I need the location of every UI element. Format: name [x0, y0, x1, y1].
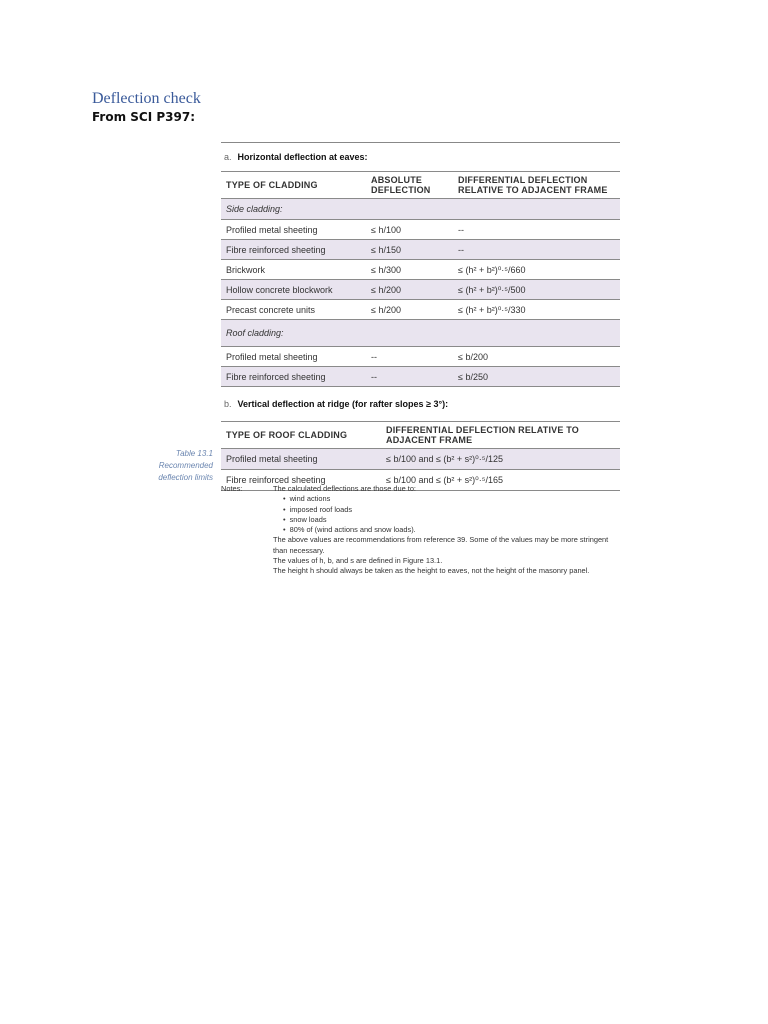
- notes-line: The above values are recommendations from reference 39. Some of the values may be more stringent than necessary.: [273, 535, 609, 555]
- table-row: [221, 449, 620, 470]
- notes-bullet-list: [273, 494, 620, 535]
- table-cell: ≤ b/200: [458, 351, 488, 362]
- column-header: DIFFERENTIAL DEFLECTION RELATIVE TO ADJACENT FRAME: [458, 175, 608, 195]
- table-row: [221, 347, 620, 367]
- table-cell: ≤ (h² + b²)⁰·⁵/660: [458, 264, 526, 275]
- table-row: [221, 300, 620, 320]
- table-cell: Profiled metal sheeting: [226, 351, 318, 362]
- table-cell: ≤ h/100: [371, 224, 401, 235]
- table-row: [221, 220, 620, 240]
- group-label: Side cladding:: [226, 204, 283, 214]
- section-a-title-text: Horizontal deflection at eaves:: [237, 152, 368, 162]
- table-cell: ≤ b/100 and ≤ (b² + s²)⁰·⁵/125: [386, 454, 504, 464]
- table-cell: Brickwork: [226, 264, 266, 275]
- table-row: [221, 240, 620, 260]
- section-b-title: [221, 387, 620, 421]
- section-a-letter: a.: [224, 152, 232, 162]
- table-cell: ≤ b/250: [458, 371, 488, 382]
- caption-number: Table 13.1: [175, 449, 213, 458]
- table-caption: [140, 448, 213, 484]
- list-item: • snow loads: [283, 515, 620, 525]
- column-header: ABSOLUTE DEFLECTION: [371, 175, 431, 195]
- table-group-row: [221, 199, 620, 220]
- table-cell: ≤ h/150: [371, 244, 401, 255]
- table-a-header: [221, 171, 620, 199]
- table-group-row: [221, 320, 620, 347]
- list-item: • wind actions: [283, 494, 620, 504]
- table-cell: ≤ h/300: [371, 264, 401, 275]
- table-cell: Fibre reinforced sheeting: [226, 371, 326, 382]
- page-heading: Deflection check: [92, 90, 201, 107]
- caption-text: Recommended: [158, 461, 213, 470]
- table-cell: --: [371, 351, 377, 362]
- table-cell: ≤ b/100 and ≤ (b² + s²)⁰·⁵/165: [386, 475, 504, 485]
- notes-line: The values of h, b, and s are defined in Figure 13.1.: [273, 556, 443, 566]
- notes-intro: The calculated deflections are those due to:: [273, 484, 416, 493]
- notes-line: The height h should always be taken as the height to eaves, not the height of the masonry panel.: [273, 566, 590, 576]
- notes-label: Notes:: [221, 484, 243, 493]
- group-label: Roof cladding:: [226, 328, 284, 338]
- table-cell: Profiled metal sheeting: [226, 454, 318, 464]
- table-row: [221, 367, 620, 387]
- list-item: • imposed roof loads: [283, 505, 620, 515]
- table-row: [221, 260, 620, 280]
- list-item: • 80% of (wind actions and snow loads).: [283, 525, 620, 535]
- section-b-letter: b.: [224, 399, 232, 409]
- section-b-title-text: Vertical deflection at ridge (for rafter slopes ≥ 3°):: [237, 399, 449, 409]
- column-header: TYPE OF ROOF CLADDING: [226, 430, 348, 440]
- table-b-header: [221, 421, 620, 449]
- table-cell: --: [371, 371, 377, 382]
- table-cell: Precast concrete units: [226, 304, 316, 315]
- column-header: DIFFERENTIAL DEFLECTION RELATIVE TO ADJACENT FRAME: [386, 425, 580, 445]
- table-cell: --: [458, 244, 464, 255]
- column-header: TYPE OF CLADDING: [226, 180, 318, 190]
- table-row: [221, 280, 620, 300]
- table-cell: Fibre reinforced sheeting: [226, 244, 326, 255]
- table-cell: ≤ h/200: [371, 284, 401, 295]
- notes-content: [273, 484, 620, 577]
- table-cell: ≤ (h² + b²)⁰·⁵/330: [458, 304, 526, 315]
- table-cell: Profiled metal sheeting: [226, 224, 318, 235]
- table-cell: ≤ h/200: [371, 304, 401, 315]
- table-cell: Hollow concrete blockwork: [226, 284, 333, 295]
- table-notes: [221, 484, 620, 577]
- table-cell: Fibre reinforced sheeting: [226, 475, 326, 485]
- table-cell: --: [458, 224, 464, 235]
- page-subheading: From SCI P397:: [92, 110, 196, 124]
- deflection-figure: [221, 142, 620, 491]
- table-cell: ≤ (h² + b²)⁰·⁵/500: [458, 284, 526, 295]
- section-a-title: [221, 143, 620, 171]
- caption-text: deflection limits: [158, 473, 213, 482]
